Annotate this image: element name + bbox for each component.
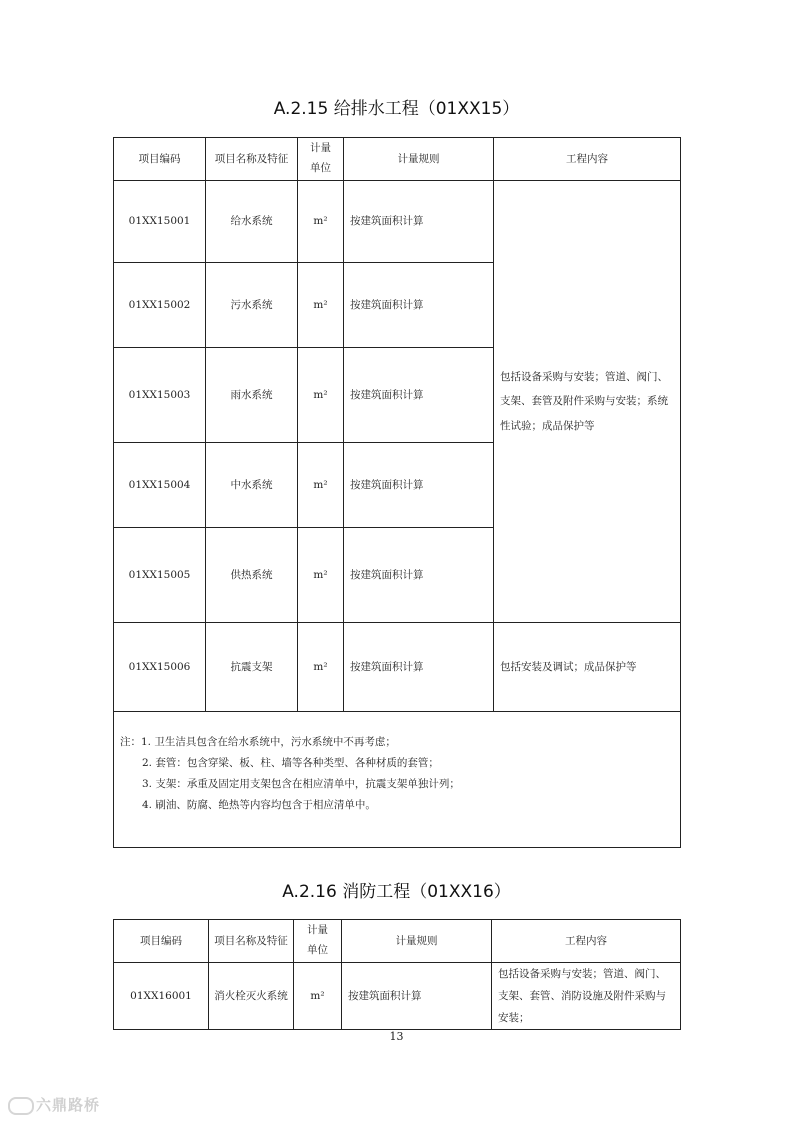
cell-code: 01XX15004 xyxy=(114,443,206,528)
watermark-text: 六鼎路桥 xyxy=(36,1096,101,1114)
cell-rule: 按建筑面积计算 xyxy=(344,623,494,712)
cell-unit: m² xyxy=(298,181,344,263)
cell-code: 01XX15006 xyxy=(114,623,206,712)
cell-unit: m² xyxy=(298,443,344,528)
header-row xyxy=(114,138,681,181)
cell-code: 01XX15001 xyxy=(114,181,206,263)
header-name: 项目名称及特征 xyxy=(209,920,294,963)
cell-rule: 按建筑面积计算 xyxy=(344,528,494,623)
header-rule: 计量规则 xyxy=(344,138,494,181)
note-item: 3. 支架：承重及固定用支架包含在相应清单中，抗震支架单独计列； xyxy=(142,778,460,790)
cell-unit: m² xyxy=(294,963,342,1030)
cell-rule: 按建筑面积计算 xyxy=(344,263,494,348)
cell-name: 中水系统 xyxy=(206,443,298,528)
cell-rule: 按建筑面积计算 xyxy=(344,181,494,263)
table-row xyxy=(114,963,681,1030)
cell-unit: m² xyxy=(298,623,344,712)
header-code: 项目编码 xyxy=(114,138,206,181)
cell-work: 包括设备采购与安装；管道、阀门、支架、套管、消防设施及附件采购与安装； xyxy=(492,963,681,1030)
header-name: 项目名称及特征 xyxy=(206,138,298,181)
cell-name: 消火栓灭火系统 xyxy=(209,963,294,1030)
notes-row xyxy=(114,712,681,848)
cell-code: 01XX15003 xyxy=(114,348,206,443)
cell-rule: 按建筑面积计算 xyxy=(344,348,494,443)
table-row xyxy=(114,181,681,263)
watermark-logo-icon xyxy=(8,1097,34,1115)
cell-code: 01XX16001 xyxy=(114,963,209,1030)
cell-unit: m² xyxy=(298,263,344,348)
cell-unit: m² xyxy=(298,528,344,623)
header-row xyxy=(114,920,681,963)
cell-name: 污水系统 xyxy=(206,263,298,348)
header-work: 工程内容 xyxy=(494,138,681,181)
watermark xyxy=(8,1094,100,1115)
header-unit: 计量 单位 xyxy=(294,920,342,963)
header-code: 项目编码 xyxy=(114,920,209,963)
note-item: 4. 刷油、防腐、绝热等内容均包含于相应清单中。 xyxy=(142,799,376,811)
page-number: 13 xyxy=(389,1030,404,1043)
cell-unit: m² xyxy=(298,348,344,443)
header-work: 工程内容 xyxy=(492,920,681,963)
header-unit: 计量 单位 xyxy=(298,138,344,181)
cell-code: 01XX15005 xyxy=(114,528,206,623)
header-rule: 计量规则 xyxy=(342,920,492,963)
table-row xyxy=(114,623,681,712)
section-title-fire: A.2.16 消防工程（01XX16） xyxy=(282,882,511,902)
note-item: 注：1. 卫生洁具包含在给水系统中，污水系统中不再考虑； xyxy=(120,736,396,748)
note-item: 2. 套管：包含穿梁、板、柱、墙等各种类型、各种材质的套管； xyxy=(142,757,439,769)
cell-code: 01XX15002 xyxy=(114,263,206,348)
cell-name: 抗震支架 xyxy=(206,623,298,712)
fire-table xyxy=(113,919,681,1030)
cell-name: 雨水系统 xyxy=(206,348,298,443)
cell-work: 包括安装及调试；成品保护等 xyxy=(494,623,681,712)
notes-cell xyxy=(114,712,681,848)
cell-rule: 按建筑面积计算 xyxy=(342,963,492,1030)
section-title-drainage: A.2.15 给排水工程（01XX15） xyxy=(273,99,520,119)
drainage-table xyxy=(113,137,681,848)
cell-work-merged: 包括设备采购与安装；管道、阀门、支架、套管及附件采购与安装；系统性试验；成品保护等 xyxy=(494,181,681,623)
cell-name: 给水系统 xyxy=(206,181,298,263)
cell-rule: 按建筑面积计算 xyxy=(344,443,494,528)
cell-name: 供热系统 xyxy=(206,528,298,623)
